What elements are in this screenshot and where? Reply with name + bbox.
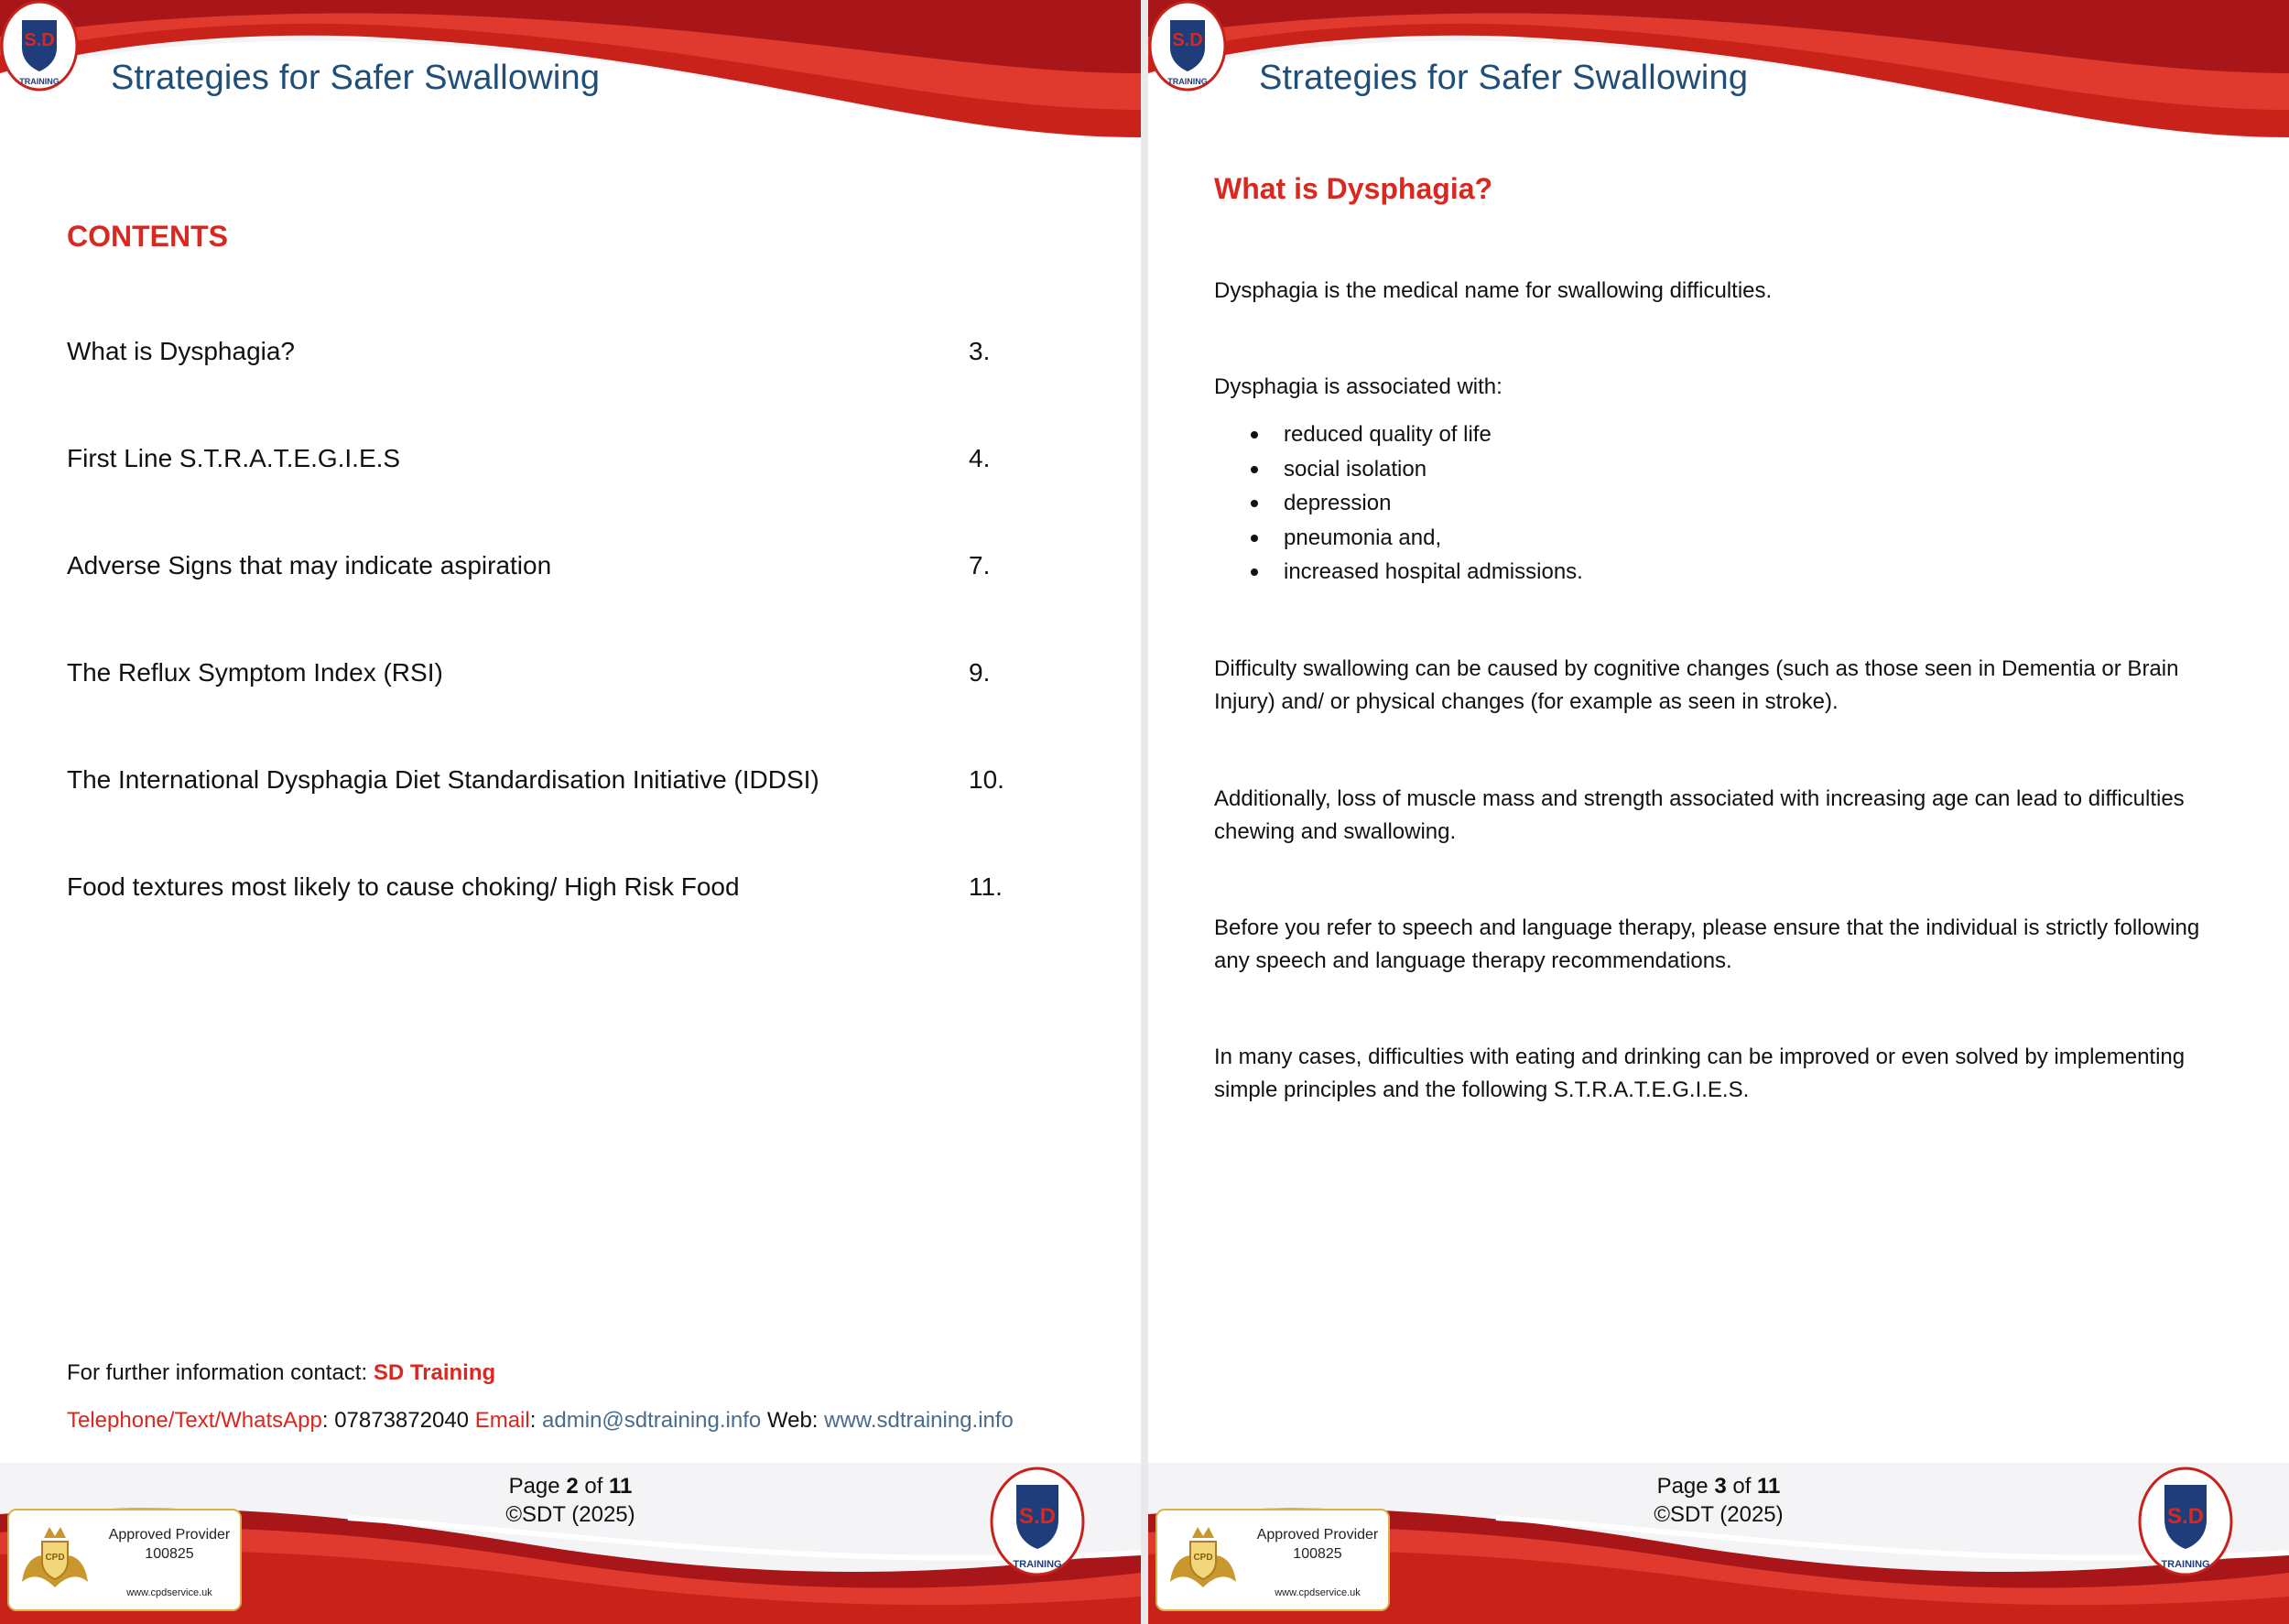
sd-training-logo [1148,0,1227,92]
bullet-icon [1251,500,1258,507]
bullet-icon [1251,431,1258,438]
page-number [1148,1474,2289,1499]
cpd-approved-badge [1155,1509,1390,1611]
email-link[interactable]: admin@sdtraining.info [542,1408,762,1433]
page-header [1148,0,2289,151]
associated-list [1214,417,1583,590]
list-item [1214,555,1583,590]
badge-label-block [101,1525,238,1564]
toc-entry[interactable] [67,551,1010,588]
contact-intro: For further information contact: [67,1360,368,1385]
toc-entry-page: 11. [969,872,1003,901]
of-word: of [1732,1474,1752,1499]
page-word: Page [1656,1474,1709,1499]
list-item-text: pneumonia and, [1284,525,1442,550]
page-header [0,0,1141,151]
contact-org: SD Training [373,1360,496,1385]
toc-entry[interactable] [67,658,1010,695]
bullet-icon [1251,568,1258,576]
toc-entry-page: 3. [969,337,991,365]
cpd-emblem-text: CPD [45,1553,65,1563]
toc-entry[interactable] [67,337,1010,374]
logo-letters: S.D [24,30,55,50]
logo-caption: TRAINING [1167,77,1208,86]
associated-label: Dysphagia is associated with: [1214,374,1502,399]
badge-number: 100825 [145,1546,194,1562]
list-item-text: increased hospital admissions. [1284,559,1583,584]
current-page: 2 [566,1474,579,1499]
web-link[interactable]: www.sdtraining.info [824,1408,1014,1433]
list-item-text: depression [1284,491,1392,515]
toc-entry-title: What is Dysphagia? [67,337,296,365]
logo-caption: TRAINING [1013,1559,1062,1570]
page-word: Page [508,1474,560,1499]
badge-label: Approved Provider [108,1527,231,1543]
toc-entry-title: Adverse Signs that may indicate aspiration [67,551,552,579]
phone-label: Telephone/Text/WhatsApp [67,1408,322,1433]
cpd-emblem-icon [16,1518,93,1606]
section-heading: What is Dysphagia? [1214,172,1493,205]
list-item [1214,486,1583,521]
logo-letters: S.D [2166,1504,2205,1529]
sd-training-logo [0,0,79,92]
email-label: Email [474,1408,530,1433]
copyright: ©SDT (2025) [505,1502,635,1527]
toc-entry-title: Food textures most likely to cause choking/ High Risk Food [67,872,740,901]
paragraph-strategies: In many cases, difficulties with eating and drinking can be improved or even solved by implementing simple principles and the following S.T.R.A.T.E.G.I.E.S. [1214,1045,2186,1102]
logo-letters: S.D [1172,30,1203,50]
intro-paragraph: Dysphagia is the medical name for swallowing difficulties. [1214,278,1773,303]
bullet-icon [1251,466,1258,473]
current-page: 3 [1714,1474,1727,1499]
toc-entry-title: First Line S.T.R.A.T.E.G.I.E.S [67,444,401,472]
document-page-3 [1148,0,2289,1624]
of-word: of [584,1474,603,1499]
web-label: Web: [766,1408,819,1433]
copyright: ©SDT (2025) [1654,1502,1784,1527]
toc-entry-title: The Reflux Symptom Index (RSI) [67,658,443,687]
contact-details-line: Telephone/Text/WhatsApp: 07873872040 Email: admin@sdtraining.info Web: www.sdtraining.info [67,1408,1014,1433]
list-item [1214,521,1583,556]
document-title: Strategies for Safer Swallowing [111,59,601,97]
badge-label-block [1249,1525,1386,1564]
paragraph-age: Additionally, loss of muscle mass and strength associated with increasing age can lead to difficulties chewing and swallowing. [1214,786,2185,844]
toc-entry-page: 7. [969,551,991,579]
toc-entry-page: 9. [969,658,991,687]
sd-training-logo [989,1465,1086,1578]
bullet-icon [1251,535,1258,542]
cpd-emblem-text: CPD [1193,1553,1213,1563]
list-item-text: social isolation [1284,456,1427,482]
toc-entry[interactable] [67,872,1010,909]
list-item [1214,417,1583,452]
sd-training-logo [2137,1465,2234,1578]
badge-url[interactable]: www.cpdservice.uk [1275,1587,1361,1598]
document-page-2 [0,0,1141,1624]
badge-url[interactable]: www.cpdservice.uk [126,1587,212,1598]
toc-entry-title: The International Dysphagia Diet Standardisation Initiative (IDDSI) [67,765,819,794]
total-pages: 11 [1757,1474,1781,1499]
logo-caption: TRAINING [19,77,60,86]
list-item [1214,452,1583,487]
total-pages: 11 [609,1474,633,1499]
contact-intro-line [67,1360,495,1386]
toc-entry-page: 4. [969,444,991,472]
toc-entry[interactable] [67,765,1010,802]
contents-heading: CONTENTS [67,220,228,253]
cpd-approved-badge [7,1509,242,1611]
cpd-emblem-icon [1165,1518,1242,1606]
document-title: Strategies for Safer Swallowing [1259,59,1749,97]
phone-number[interactable]: 07873872040 [334,1408,470,1433]
badge-number: 100825 [1293,1546,1342,1562]
toc-entry[interactable] [67,444,1010,481]
paragraph-referral: Before you refer to speech and language therapy, please ensure that the individual is strictly following any speech and language therapy recommendations. [1214,915,2200,973]
paragraph-causes: Difficulty swallowing can be caused by cognitive changes (such as those seen in Dementia or Brain Injury) and/ or physical changes (for example as seen in stroke). [1214,656,2179,714]
logo-letters: S.D [1018,1504,1057,1529]
logo-caption: TRAINING [2161,1559,2210,1570]
list-item-text: reduced quality of life [1284,422,1492,447]
page-number [0,1474,1141,1499]
badge-label: Approved Provider [1256,1527,1379,1543]
toc-entry-page: 10. [969,765,1004,794]
